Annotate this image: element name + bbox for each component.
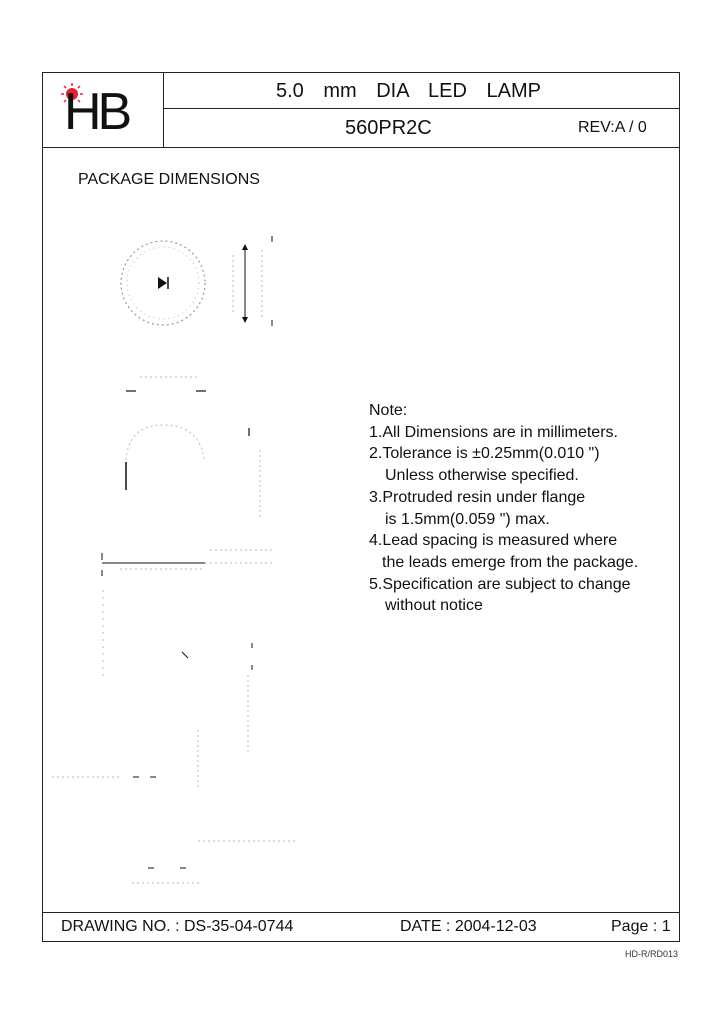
- form-code: HD-R/RD013: [625, 949, 679, 959]
- notes-block: [369, 400, 638, 617]
- drawing-number: DRAWING NO. : DS-35-04-0744: [61, 918, 294, 935]
- page-title: 5.0 mm DIA LED LAMP: [276, 80, 541, 102]
- section-title: PACKAGE DIMENSIONS: [78, 171, 260, 188]
- width-dimension: [126, 377, 206, 391]
- drawing-date: DATE : 2004-12-03: [400, 918, 537, 935]
- footer-divider: [42, 912, 680, 913]
- logo-text: HB: [64, 83, 129, 141]
- lead-dimensions: [52, 590, 298, 883]
- notes-heading: Note:: [369, 402, 408, 419]
- part-number: 560PR2C: [345, 117, 432, 139]
- page-number: Page : 1: [611, 918, 671, 935]
- note-line: 4.Lead spacing is measured where: [369, 532, 618, 550]
- note-line: 5.Specification are subject to change: [369, 575, 631, 593]
- top-view: [121, 241, 205, 325]
- side-view: [102, 425, 275, 576]
- note-line: the leads emerge from the package.: [382, 553, 639, 571]
- note-line: Unless otherwise specified.: [385, 467, 579, 485]
- top-view-dimensions: [233, 236, 272, 326]
- note-line: is 1.5mm(0.059 ") max.: [385, 510, 550, 528]
- note-line: 3.Protruded resin under flange: [369, 488, 586, 506]
- note-line: 2.Tolerance is ±0.25mm(0.010 "): [369, 445, 600, 463]
- note-line: without notice: [385, 597, 483, 615]
- revision-label: REV:A / 0: [578, 119, 647, 136]
- note-line: 1.All Dimensions are in millimeters.: [369, 423, 618, 441]
